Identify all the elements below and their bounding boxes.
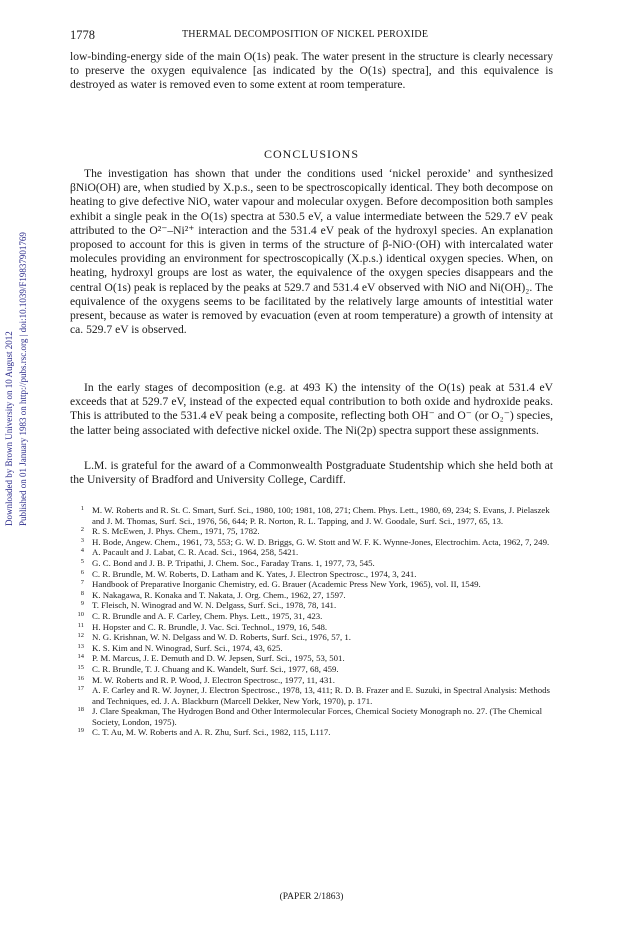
reference-item bbox=[70, 537, 553, 548]
reference-item bbox=[70, 505, 553, 526]
reference-number: 10 bbox=[77, 610, 84, 618]
reference-number: 9 bbox=[80, 600, 84, 608]
reference-text: K. S. Kim and N. Winograd, Surf. Sci., 1974, 43, 625. bbox=[92, 642, 283, 653]
reference-item bbox=[70, 579, 553, 590]
reference-number: 5 bbox=[80, 557, 84, 565]
acknowledgement: L.M. is grateful for the award of a Commonwealth Postgraduate Studentship which she held both at the University of Bradford and University College, Cardiff. bbox=[70, 459, 553, 487]
reference-number: 12 bbox=[77, 632, 84, 640]
reference-item bbox=[70, 664, 553, 675]
reference-text: Handbook of Preparative Inorganic Chemistry, ed. G. Brauer (Academic Press New York, 1965), vol. II, 1549. bbox=[92, 579, 481, 590]
reference-text: M. W. Roberts and R. St. C. Smart, Surf. Sci., 1980, 100; 1981, 108, 271; Chem. Phys. Lett., 1980, 69, 234; S. Evans, J. Pielaszek and J. M. Thomas, Surf. Sci., 1976, 56, 644; P. R. Norton, R. L. Tapping, and J. W. Goodale, Surf. Sci., 1977, 65, 13. bbox=[92, 505, 550, 526]
reference-number: 4 bbox=[80, 547, 84, 555]
reference-number: 8 bbox=[80, 589, 84, 597]
reference-text: C. R. Brundle, M. W. Roberts, D. Latham and K. Yates, J. Electron Spectrosc., 1974, 3, 241. bbox=[92, 568, 417, 579]
conclusions-paragraph-2: In the early stages of decomposition (e.g. at 493 K) the intensity of the O(1s) peak at 531.4 eV exceeds that at 529.7 eV, instead of the expected equal contribution to both oxide and hydroxide peaks. This is attributed to the 531.4 eV peak being a composite, reflecting both OH⁻ and O⁻ (or O₂⁻) species, the latter being associated with defective nickel oxide. The Ni(2p) spectra support these assignments. bbox=[70, 381, 553, 437]
reference-item bbox=[70, 590, 553, 601]
reference-text: R. S. McEwen, J. Phys. Chem., 1971, 75, 1782. bbox=[92, 526, 260, 537]
reference-item bbox=[70, 558, 553, 569]
reference-text: N. G. Krishnan, W. N. Delgass and W. D. Roberts, Surf. Sci., 1976, 57, 1. bbox=[92, 632, 352, 643]
reference-number: 15 bbox=[77, 663, 84, 671]
reference-number: 3 bbox=[80, 536, 84, 544]
page-number: 1778 bbox=[70, 28, 95, 42]
reference-number: 1 bbox=[80, 505, 84, 512]
conclusions-paragraph-1: The investigation has shown that under the conditions used ‘nickel peroxide’ and synthesized βNiO(OH) are, when studied by X.p.s., seen to be spectroscopically identical. They both decompose on heating to give defective NiO, water vapour and molecular oxygen. Before decomposition both samples exhibit a single peak in the O(1s) spectra at 530.5 eV, a value intermediate between the 529.7 eV peak attributed to the O²⁻–Ni²⁺ interaction and the 531.4 eV peak of the hydroxyl species. An explanation proposed to account for this is given in terms of the structure of β-NiO·(OH) with intercalated water molecules providing an environment for spectroscopically (X.p.s.) identical oxygen species. When, on heating, hydroxyl groups are lost as water, the equivalence of the oxygen species disappears and the central O(1s) peak is replaced by the peaks at 529.7 and 531.4 eV observed with NiO and Ni(OH)₂. The equivalence of the oxygens seems to be facilitated by the relatively large amounts of intestitial water present, because as water is removed by evacuation (even at room temperature) a growth of intensity at ca. 529.7 eV is observed. bbox=[70, 167, 553, 337]
reference-text: C. R. Brundle and A. F. Carley, Chem. Phys. Lett., 1975, 31, 423. bbox=[92, 610, 323, 621]
reference-item bbox=[70, 547, 553, 558]
reference-number: 18 bbox=[77, 706, 84, 714]
reference-item bbox=[70, 569, 553, 580]
reference-number: 11 bbox=[77, 621, 84, 629]
reference-item bbox=[70, 643, 553, 654]
reference-item bbox=[70, 706, 553, 727]
reference-item bbox=[70, 526, 553, 537]
running-header bbox=[70, 28, 550, 42]
reference-number: 13 bbox=[77, 642, 84, 650]
reference-text: K. Nakagawa, R. Konaka and T. Nakata, J. Org. Chem., 1962, 27, 1597. bbox=[92, 589, 346, 600]
download-notice bbox=[3, 86, 15, 526]
reference-text: G. C. Bond and J. B. P. Tripathi, J. Chem. Soc., Faraday Trans. 1, 1977, 73, 545. bbox=[92, 557, 375, 568]
reference-item bbox=[70, 653, 553, 664]
reference-text: J. Clare Speakman, The Hydrogen Bond and Other Intermolecular Forces, Chemical Society Monograph no. 27. (The Chemical Society, London, 1975). bbox=[92, 706, 543, 727]
reference-item bbox=[70, 622, 553, 633]
reference-text: A. F. Carley and R. W. Joyner, J. Electron Spectrosc., 1978, 13, 411; R. D. B. Frazer and E. Suzuki, in Spectral Analysis: Methods and Techniques, ed. J. A. Blackburn (Marcell Dekker, New York, 1970), p. 171. bbox=[92, 685, 550, 706]
reference-text: M. W. Roberts and R. P. Wood, J. Electron Spectrosc., 1977, 11, 431. bbox=[92, 674, 335, 685]
reference-number: 19 bbox=[77, 727, 84, 735]
reference-text: T. Fleisch, N. Winograd and W. N. Delgass, Surf. Sci., 1978, 78, 141. bbox=[92, 600, 337, 611]
reference-item bbox=[70, 600, 553, 611]
reference-item bbox=[70, 727, 553, 738]
reference-number: 16 bbox=[77, 674, 84, 682]
reference-number: 2 bbox=[80, 526, 84, 534]
reference-text: P. M. Marcus, J. E. Demuth and D. W. Jepsen, Surf. Sci., 1975, 53, 501. bbox=[92, 653, 345, 664]
reference-text: H. Hopster and C. R. Brundle, J. Vac. Sci. Technol., 1979, 16, 548. bbox=[92, 621, 328, 632]
section-heading: CONCLUSIONS bbox=[263, 147, 359, 161]
reference-list bbox=[70, 505, 553, 738]
reference-number: 17 bbox=[77, 685, 84, 693]
download-notice-text: Downloaded by Brown University on 10 August 2012 bbox=[4, 331, 14, 526]
publication-notice-text[interactable]: Published on 01 January 1983 on http://pubs.rsc.org | doi:10.1039/F19837901769 bbox=[18, 232, 28, 526]
publication-notice[interactable] bbox=[17, 86, 29, 526]
running-title: THERMAL DECOMPOSITION OF NICKEL PEROXIDE bbox=[182, 29, 429, 40]
reference-item bbox=[70, 611, 553, 622]
intro-paragraph: low-binding-energy side of the main O(1s) peak. The water present in the structure is clearly necessary to preserve the oxygen equivalence [as indicated by the O(1s) spectra], and this equivalence is destroyed as water is removed even to some extent at room temperature. bbox=[70, 50, 553, 92]
reference-number: 7 bbox=[80, 579, 84, 587]
reference-text: A. Pacault and J. Labat, C. R. Acad. Sci., 1964, 258, 5421. bbox=[92, 547, 299, 558]
paper-code: (PAPER 2/1863) bbox=[279, 892, 344, 902]
reference-number: 14 bbox=[77, 653, 84, 661]
reference-text: C. R. Brundle, T. J. Chuang and K. Wandelt, Surf. Sci., 1977, 68, 459. bbox=[92, 663, 339, 674]
reference-text: H. Bode, Angew. Chem., 1961, 73, 553; G. W. D. Briggs, G. W. Stott and W. F. K. Wynne-Jones, Electrochim. Acta, 1962, 7, 249. bbox=[92, 536, 550, 547]
reference-item bbox=[70, 632, 553, 643]
reference-item bbox=[70, 675, 553, 686]
reference-item bbox=[70, 685, 553, 706]
reference-number: 6 bbox=[80, 568, 84, 576]
reference-text: C. T. Au, M. W. Roberts and A. R. Zhu, Surf. Sci., 1982, 115, L117. bbox=[92, 727, 331, 738]
